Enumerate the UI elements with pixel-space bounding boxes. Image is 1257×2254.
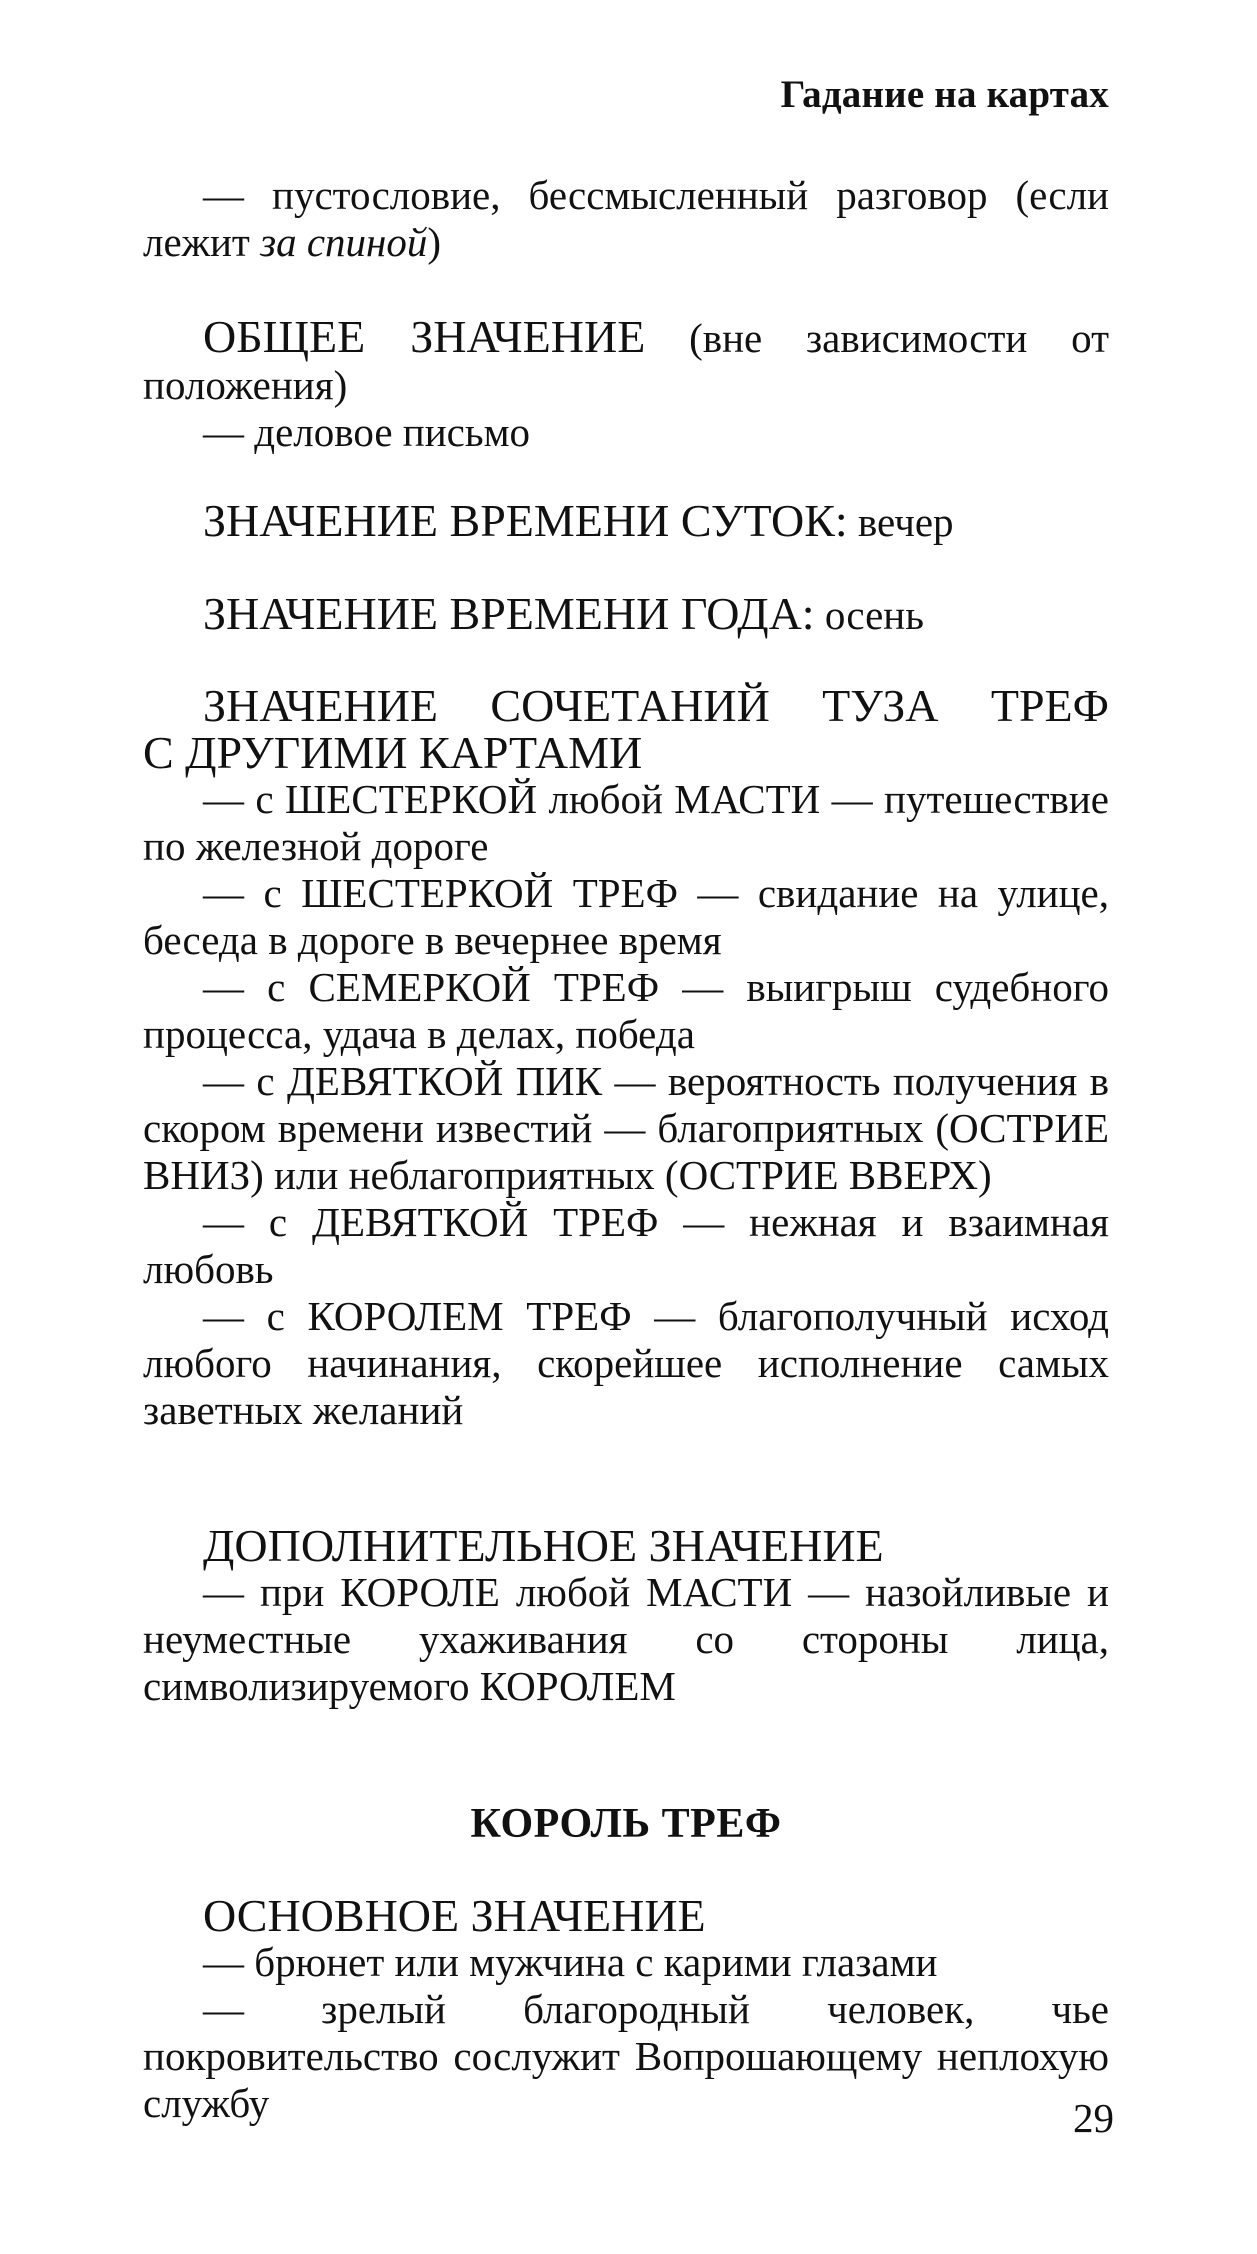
additional-meaning-heading: ДОПОЛНИТЕЛЬНОЕ ЗНАЧЕНИЕ xyxy=(203,1520,884,1571)
list-item: — при КОРОЛЕ любой МАСТИ — назойливые и неуместные ухаживания со стороны лица, символизируемого КОРОЛЕМ xyxy=(143,1569,1109,1709)
running-head: Гадание на картах xyxy=(780,73,1109,116)
list-item: — с ШЕСТЕРКОЙ ТРЕФ — свидание на улице, беседа в дороге в вечернее время xyxy=(143,870,1109,963)
general-meaning-rest: (вне зависимости от положения) xyxy=(143,315,1109,408)
list-item: — с ДЕВЯТКОЙ ПИК — вероятность получения в скором времени известий — благоприятных (ОСТРИЕ ВНИЗ) или неблагоприятных (ОСТРИЕ ВВЕРХ) xyxy=(143,1058,1109,1198)
general-meaning-heading: ОБЩЕЕ ЗНАЧЕНИЕ xyxy=(203,311,646,362)
season-paragraph xyxy=(143,590,1109,639)
combinations-heading-line2: С ДРУГИМИ КАРТАМИ xyxy=(143,727,643,778)
section-title: КОРОЛЬ ТРЕФ xyxy=(470,1801,782,1847)
list-item: — зрелый благородный человек, чье покровительство сослужит Вопрошающему неплохую службу xyxy=(143,1986,1109,2126)
season-heading: ЗНАЧЕНИЕ ВРЕМЕНИ ГОДА: xyxy=(203,588,815,639)
page-number: 29 xyxy=(1073,2095,1114,2141)
intro-text: — пустословие, бессмысленный разговор (если лежит xyxy=(143,172,1109,265)
intro-paragraph xyxy=(143,172,1109,266)
list-item: — с ДЕВЯТКОЙ ТРЕФ — нежная и взаимная любовь xyxy=(143,1199,1109,1292)
main-meaning-heading: ОСНОВНОЕ ЗНАЧЕНИЕ xyxy=(203,1890,706,1941)
list-item: — брюнет или мужчина с карими глазами xyxy=(203,1939,938,1985)
list-item: — с ШЕСТЕРКОЙ любой МАСТИ — путешествие по железной дороге xyxy=(143,776,1109,869)
intro-emphasis: за спиной xyxy=(260,219,428,265)
time-of-day-heading: ЗНАЧЕНИЕ ВРЕМЕНИ СУТОК: xyxy=(203,495,848,546)
general-meaning-paragraph xyxy=(143,313,1109,409)
time-of-day-value: вечер xyxy=(847,499,954,545)
additional-meaning-list xyxy=(143,1569,1109,1710)
combinations-list xyxy=(143,776,1109,1434)
season-value: осень xyxy=(814,592,924,638)
list-item: — с СЕМЕРКОЙ ТРЕФ — выигрыш судебного процесса, удача в делах, победа xyxy=(143,964,1109,1057)
list-item: — с КОРОЛЕМ ТРЕФ — благополучный исход любого начинания, скорейшее исполнение самых заветных желаний xyxy=(143,1293,1109,1433)
combinations-heading-line1: ЗНАЧЕНИЕ СОЧЕТАНИЙ ТУЗА ТРЕФ xyxy=(203,680,1109,731)
intro-close: ) xyxy=(427,219,442,265)
main-meaning-list xyxy=(143,1939,1109,2127)
general-meaning-item: — деловое письмо xyxy=(203,409,531,455)
time-of-day-paragraph xyxy=(143,497,1109,546)
